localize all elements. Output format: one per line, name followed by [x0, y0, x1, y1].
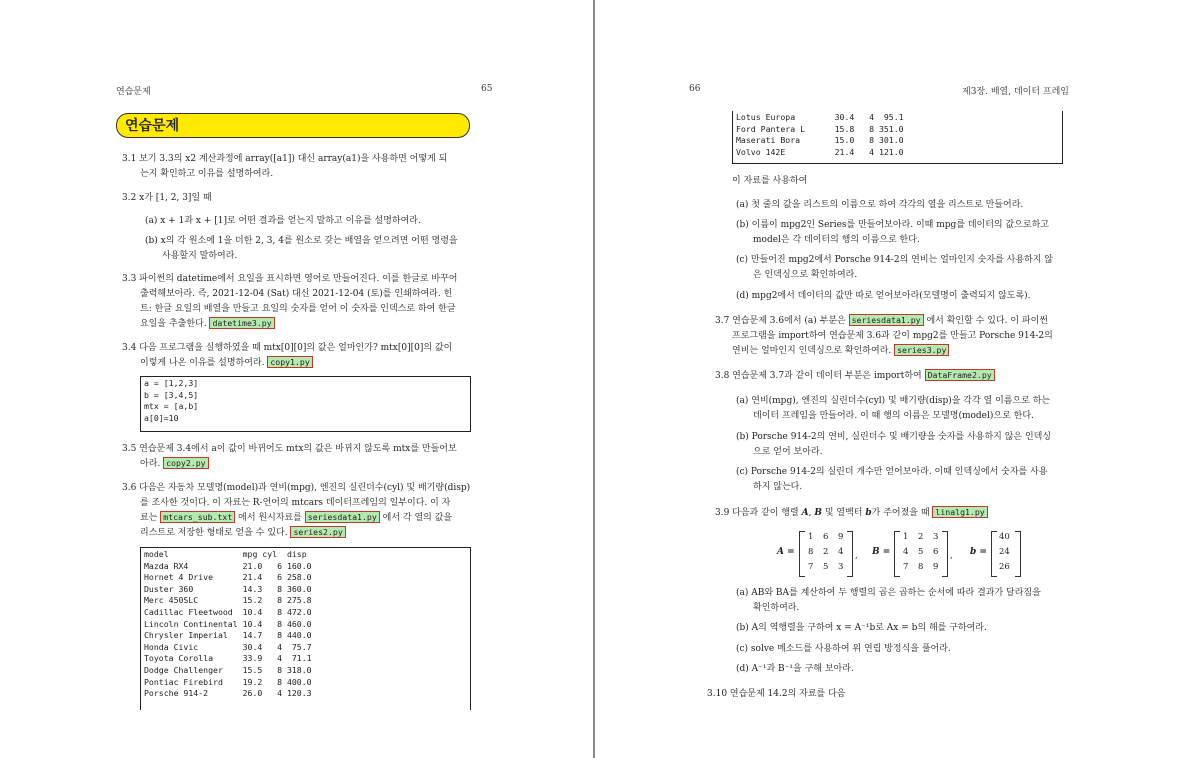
- exercise-3-8c-line1: (c) Porsche 914-2의 실린더 개수만 얻어보아라. 이때 인덱싱에서 숫자를 사용: [736, 467, 1048, 477]
- exercise-3-9b: (b) A의 역행렬을 구하여 x = A⁻¹b로 Ax = b의 해를 구하여라.: [736, 623, 987, 633]
- page-number: 65: [481, 84, 493, 94]
- exercise-3-6-line4: 리스트로 저장한 형태로 얻을 수 있다. series2.py: [140, 526, 346, 540]
- exercise-3-8c-line2: 하지 않는다.: [753, 482, 803, 492]
- exercise-3-3-line1: 3.3 파이썬의 datetime에서 요일을 표시하면 영어로 만들어진다. 이를 한글로 바꾸어: [122, 274, 458, 284]
- exercise-3-8b-line2: 으로 얻어 보아라.: [753, 447, 823, 457]
- exercise-3-5-line2: 아라. copy2.py: [140, 457, 209, 471]
- file-link-series2[interactable]: series2.py: [290, 526, 345, 538]
- exercise-3-10: 3.10 연습문제 14.2의 자료를 다음: [707, 689, 846, 699]
- exercise-3-6-line2: 를 조사한 것이다. 이 자료는 R-언어의 mtcars 데이터프레임의 일부이다. 이 자: [140, 498, 451, 508]
- exercise-3-3-line3: 트: 한글 요일의 배열을 만들고 요일의 숫자를 얻어 이 숫자를 인덱스로 하여 한글: [140, 304, 456, 314]
- exercise-3-2b-line1: (b) x의 각 원소에 1을 더한 2, 3, 4를 원소로 갖는 배열을 얻으려면 어떤 명령을: [145, 236, 458, 246]
- exercise-3-9c: (c) solve 메소드를 사용하여 위 연립 방정식을 풀어라.: [736, 644, 951, 654]
- code-block-copy1: a = [1,2,3] b = [3,4,5] mtx = [a,b] a[0]=10: [140, 376, 471, 432]
- exercise-3-7-line3: 연비는 얼마인지 인덱싱으로 확인하여라. series3.py: [732, 344, 949, 358]
- exercise-3-6-line3: 료는 mtcars_sub.txt 에서 원시자료를 seriesdata1.py 에서 각 열의 값을: [140, 512, 453, 523]
- exercise-3-3-line2: 출력해보아라. 즉, 2021-12-04 (Sat) 대신 2021-12-04 (토)를 인쇄하여라. 힌: [140, 289, 453, 299]
- right-page: [595, 0, 1185, 758]
- exercise-3-6c-line1: (c) 만들어진 mpg2에서 Porsche 914-2의 연비는 얼마인지 숫자를 사용하지 않: [736, 255, 1054, 265]
- intro-text: 이 자료를 사용하여: [732, 176, 808, 186]
- file-link-copy1[interactable]: copy1.py: [267, 356, 312, 368]
- section-banner: 연습문제: [116, 113, 470, 138]
- exercise-3-9a-line1: (a) AB와 BA를 계산하여 두 행렬의 곱은 곱하는 순서에 따라 결과가 달라짐을: [736, 588, 1041, 598]
- exercise-3-2a: (a) x + 1과 x + [1]로 어떤 결과를 얻는지 말하고 이유를 설명하여라.: [145, 216, 421, 226]
- exercise-3-6-line1: 3.6 다음은 자동차 모델명(model)과 연비(mpg), 엔진의 실린더수(cyl) 및 배기량(disp): [122, 483, 471, 493]
- code-block-mtcars: model mpg cyl disp Mazda RX4 21.0 6 160.0 Hornet 4 Drive 21.4 6 258.0 Duster 360 14.3 8 360.0 Merc 450SLC 15.2 8 275.8 Cadillac Fleetwood 10.4 8 472.0 Lincoln Continental 10.4 8 460.0 Chrysler Imperial 14.7 8 440.0 Honda Civic 30.4 4 75.7 Toyota Corolla 33.9 4 71.1 Dodge Challenger 15.5 8 318.0 Pontiac Firebird 19.2 8 400.0 Porsche 914-2 26.0 4 120.3: [140, 547, 471, 710]
- running-header: 연습문제: [116, 87, 151, 97]
- exercise-3-8a-line2: 데이터 프레임을 만들어라. 이 때 행의 이름은 모델명(model)으로 한다.: [753, 411, 1034, 421]
- exercise-3-3-line4: 요일을 추출한다. datetime3.py: [140, 317, 275, 331]
- exercise-3-6d: (d) mpg2에서 데이터의 값만 따로 얻어보아라(모델명이 출력되지 않도록).: [736, 291, 1031, 301]
- exercise-3-4-line1: 3.4 다음 프로그램을 실행하였을 때 mtx[0][0]의 값은 얼마인가? mtx[0][0]의 값이: [122, 343, 453, 353]
- page-number: 66: [689, 84, 701, 94]
- exercise-3-7-line1: 3.7 연습문제 3.6에서 (a) 부분은 seriesdata1.py 에서 확인할 수 있다. 이 파이썬: [715, 315, 1048, 326]
- exercise-3-9: 3.9 다음과 같이 행렬 A, B 및 열벡터 b가 주어졌을 때 linalg1.py: [715, 506, 988, 520]
- vector-b: b = 40 24 26: [970, 531, 1030, 577]
- exercise-3-1-line1: 3.1 보기 3.3의 x2 계산과정에 array([a1]) 대신 array(a1)을 사용하면 어떻게 되: [122, 154, 448, 164]
- file-link-mtcars-sub[interactable]: mtcars_sub.txt: [160, 511, 235, 523]
- exercise-3-5-line1: 3.5 연습문제 3.4에서 a이 값이 바뀌어도 mtx의 값은 바뀌지 않도록 mtx를 만들어보: [122, 444, 457, 454]
- exercise-3-2b-line2: 사용할지 말하여라.: [162, 251, 238, 261]
- matrix-b: B = 1 2 3 4 5 6 7 8 9 ,: [872, 531, 952, 577]
- exercise-3-6a: (a) 첫 줄의 값을 리스트의 이름으로 하여 각각의 열을 리스트로 만들어라.: [736, 200, 1024, 210]
- exercise-3-6b-line2: model은 각 데이터의 행의 이름으로 한다.: [753, 235, 920, 245]
- code-block-mtcars-continued: Lotus Europa 30.4 4 95.1 Ford Pantera L 15.8 8 351.0 Maserati Bora 15.0 8 301.0 Volvo 142E 21.4 4 121.0: [732, 111, 1063, 164]
- exercise-3-8a-line1: (a) 연비(mpg), 엔진의 실린더수(cyl) 및 배기량(disp)을 각각 열 이름으로 하는: [736, 396, 1051, 406]
- file-link-linalg1[interactable]: linalg1.py: [932, 506, 987, 518]
- file-link-seriesdata1[interactable]: seriesdata1.py: [305, 511, 380, 523]
- exercise-3-6b-line1: (b) 이름이 mpg2인 Series를 만들어보아라. 이때 mpg를 데이터의 값으로하고: [736, 220, 1049, 230]
- exercise-3-9a-line2: 확인하여라.: [753, 603, 800, 613]
- file-link-dataframe2[interactable]: DataFrame2.py: [925, 369, 995, 381]
- file-link-datetime3[interactable]: datetime3.py: [209, 317, 274, 329]
- file-link-series3[interactable]: series3.py: [894, 344, 949, 356]
- exercise-3-4-line2: 이렇게 나온 이유를 설명하여라. copy1.py: [140, 356, 313, 370]
- exercise-3-7-line2: 프로그램을 import하여 연습문제 3.6과 같이 mpg2를 만들고 Porsche 914-2의: [732, 331, 1053, 341]
- exercise-3-8b-line1: (b) Porsche 914-2의 연비, 실린더수 및 배기량을 숫자를 사용하지 않은 인덱싱: [736, 432, 1052, 442]
- exercise-3-6c-line2: 은 인덱싱으로 확인하여라.: [753, 270, 858, 280]
- exercise-3-2: 3.2 x가 [1, 2, 3]일 때: [122, 193, 212, 203]
- running-header: 제3장. 배열, 데이터 프레임: [962, 87, 1069, 97]
- exercise-3-9d: (d) A⁻¹과 B⁻¹을 구해 보아라.: [736, 664, 854, 674]
- exercise-3-1-line2: 는지 확인하고 이유를 설명하여라.: [140, 169, 274, 179]
- file-link-copy2[interactable]: copy2.py: [163, 457, 208, 469]
- file-link-seriesdata1[interactable]: seriesdata1.py: [849, 314, 924, 326]
- exercise-3-8: 3.8 연습문제 3.7과 같이 데이터 부분은 import하여 DataFrame2.py: [715, 369, 995, 383]
- matrix-a: A = 1 6 9 8 2 4 7 5 3 ,: [777, 531, 857, 577]
